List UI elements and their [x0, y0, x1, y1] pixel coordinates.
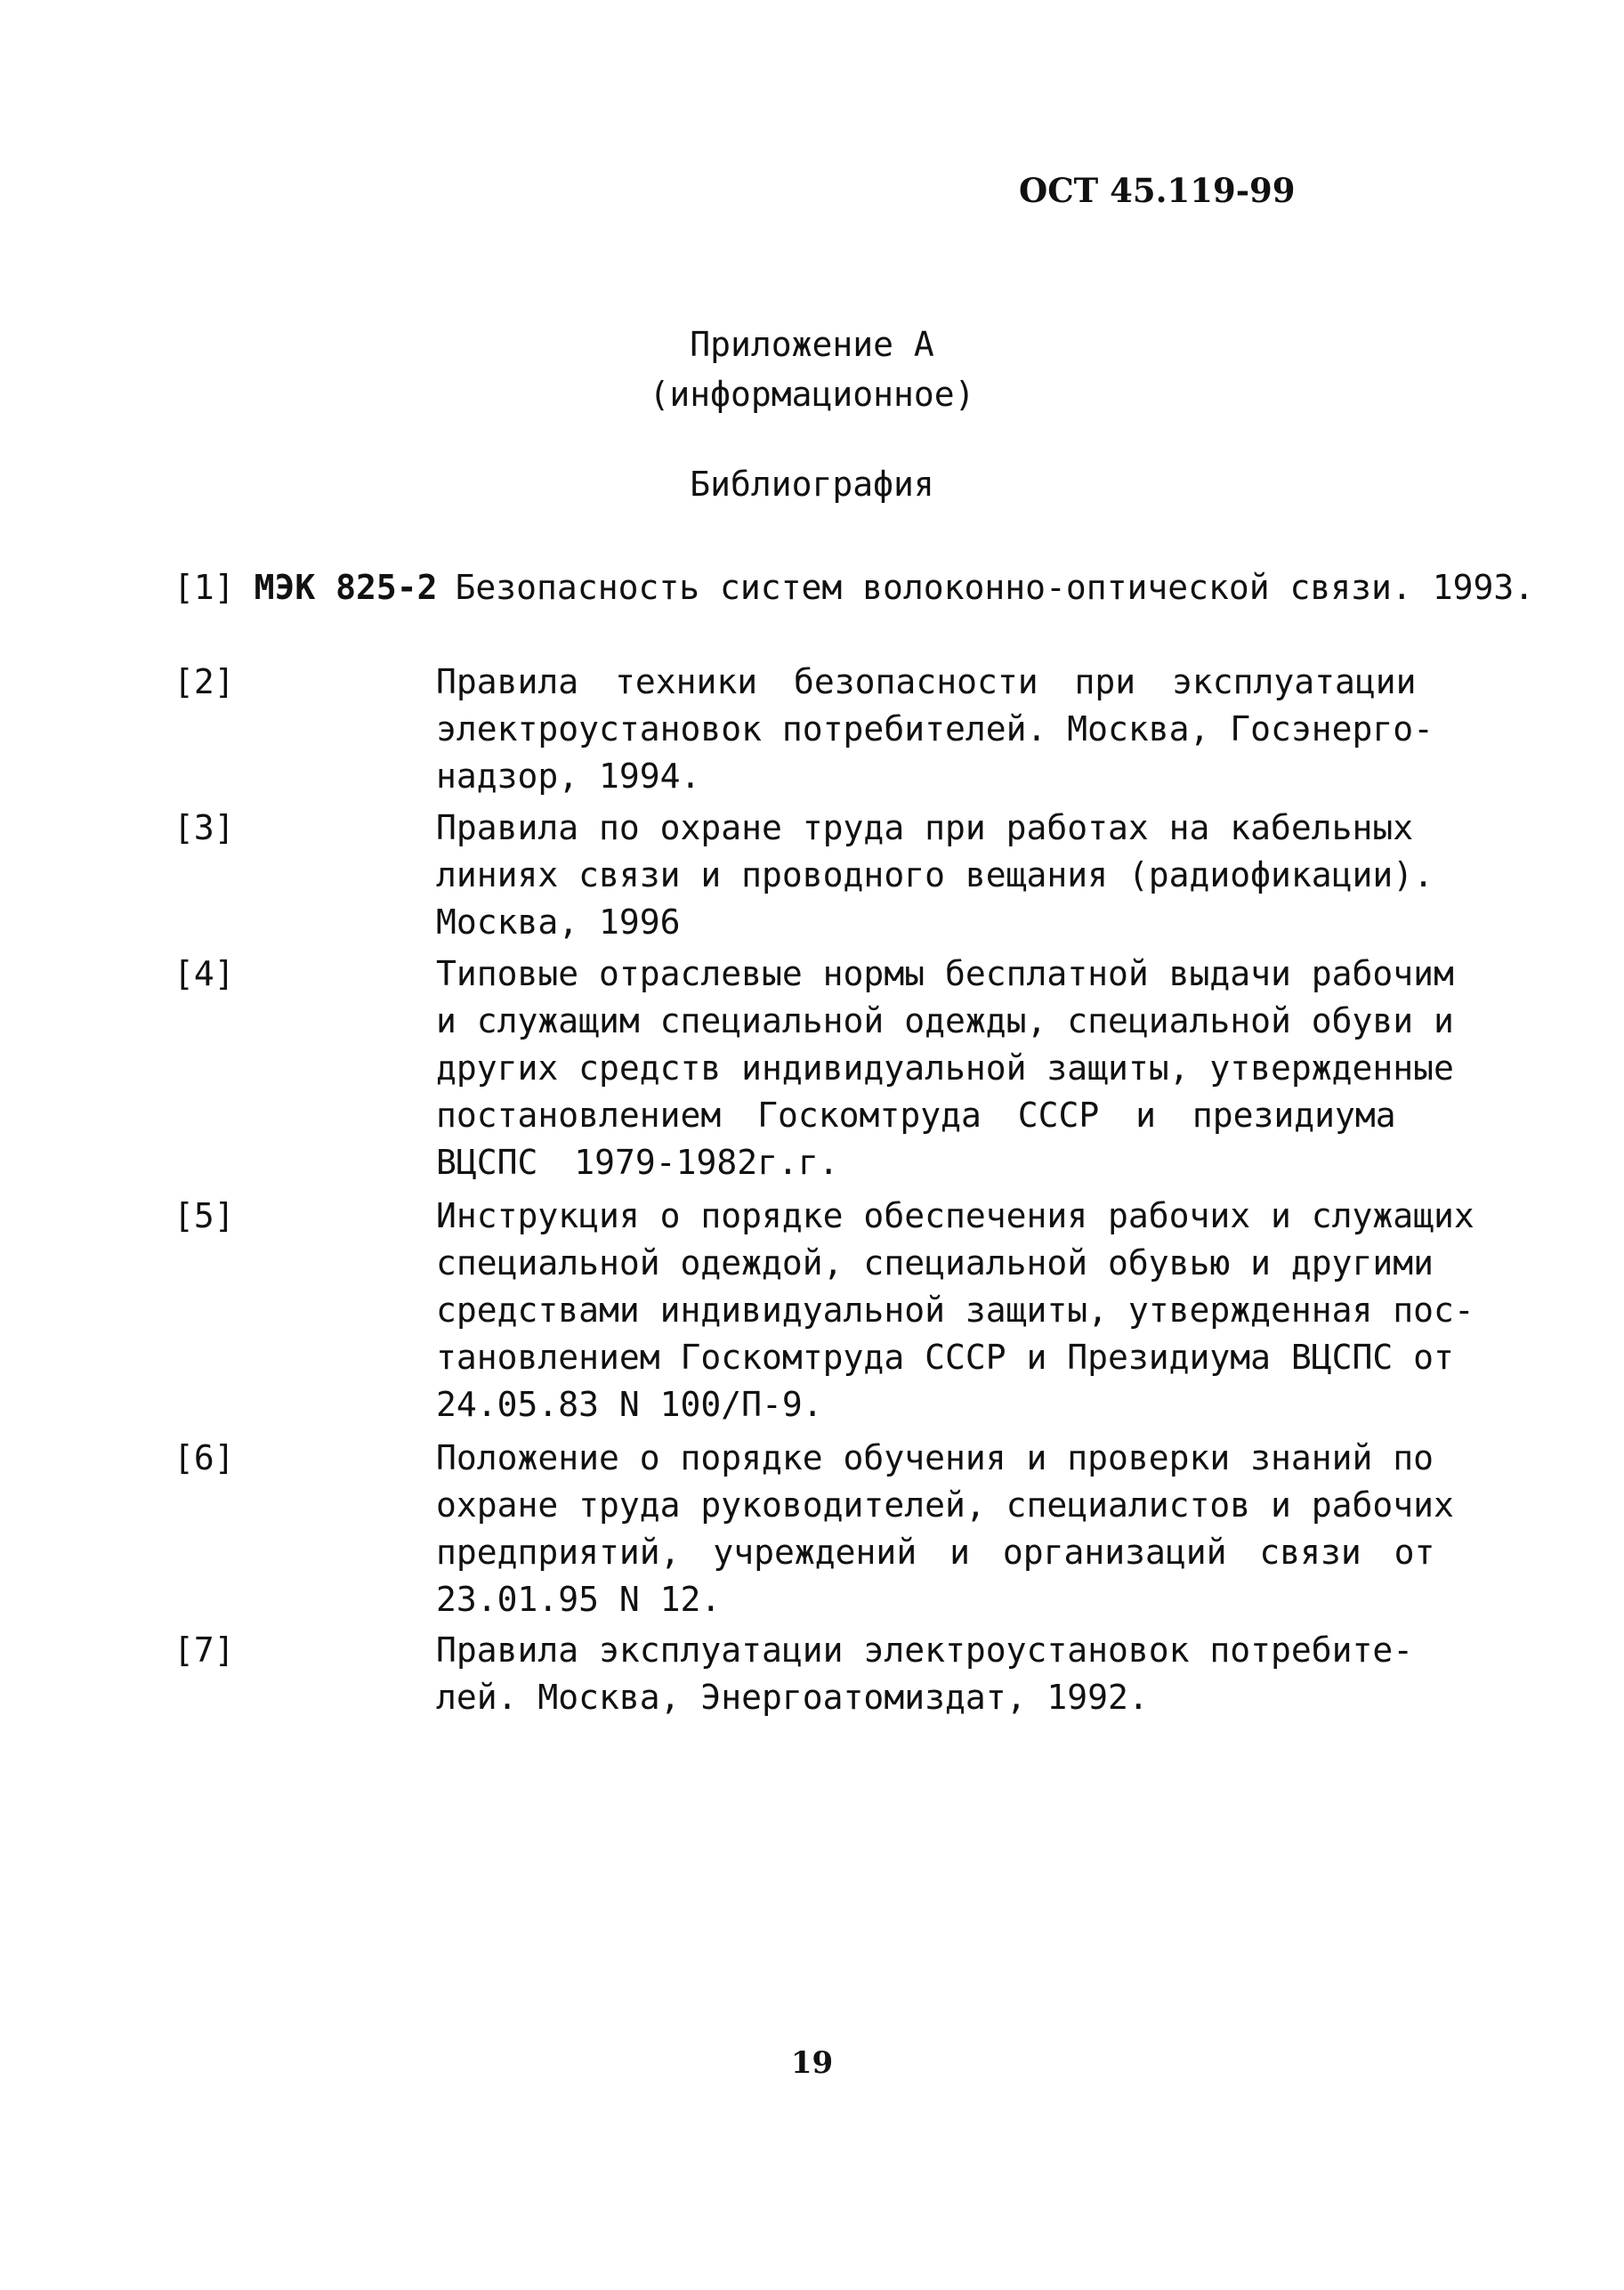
- entry-line: средствами индивидуальной защиты, утвержденная пос-: [436, 1291, 1475, 1330]
- entry-text: [436, 659, 1434, 800]
- entry-line: надзор, 1994.: [436, 757, 701, 796]
- entry-text: [436, 1627, 1424, 1721]
- entry-line: тановлением Госкомтруда СССР и Президиума ВЦСПС от: [436, 1338, 1454, 1377]
- entry-number: [7]: [174, 1631, 235, 1670]
- entry-line: Положение о порядке обучения и проверки знаний по: [436, 1438, 1434, 1477]
- entry-line: ВЦСПС 1979-1982г.г.: [436, 1143, 839, 1182]
- entry-line: Правила по охране труда при работах на кабельных: [436, 808, 1414, 847]
- entry-line: постановлением Госкомтруда СССР и президиума: [436, 1096, 1396, 1135]
- entry-line: Москва, 1996: [436, 902, 681, 942]
- entry-text: [436, 805, 1434, 946]
- entry-line: специальной одеждой, специальной обувью и другими: [436, 1243, 1434, 1283]
- appendix-type: (информационное): [649, 375, 975, 414]
- entry-line: электроустановок потребителей. Москва, Госэнерго-: [436, 709, 1434, 748]
- entry-line: других средств индивидуальной защиты, утвержденные: [436, 1048, 1454, 1088]
- entry-number: [1]: [174, 568, 235, 607]
- entry-number: [5]: [174, 1196, 235, 1235]
- entry-number: [3]: [174, 808, 235, 847]
- entry-line: Правила техники безопасности при эксплуатации: [436, 662, 1417, 701]
- entry-line: Типовые отраслевые нормы бесплатной выдачи рабочим: [436, 954, 1454, 993]
- entry-text: [436, 951, 1454, 1186]
- entry-number: [2]: [174, 662, 235, 701]
- document-code: ОСТ 45.119-99: [1019, 171, 1296, 210]
- entry-code: МЭК 825-2: [254, 568, 438, 607]
- entry-number: [6]: [174, 1438, 235, 1477]
- entry-line: 23.01.95 N 12.: [436, 1580, 722, 1619]
- bibliography-entry-1: [174, 568, 1534, 607]
- entry-text: Безопасность систем волоконно-оптической связи. 1993.: [455, 568, 1535, 607]
- entry-line: лей. Москва, Энергоатомиздат, 1992.: [436, 1678, 1149, 1717]
- entry-line: Правила эксплуатации электроустановок потребите-: [436, 1631, 1414, 1670]
- entry-line: предприятий, учреждений и организаций связи от: [436, 1533, 1435, 1572]
- appendix-title: Приложение А: [690, 325, 934, 364]
- entry-line: охране труда руководителей, специалистов и рабочих: [436, 1485, 1454, 1525]
- entry-number: [4]: [174, 954, 235, 993]
- bibliography-title: Библиография: [690, 465, 934, 504]
- entry-text: [436, 1435, 1454, 1623]
- entry-line: Инструкция о порядке обеспечения рабочих и служащих: [436, 1196, 1475, 1235]
- entry-line: 24.05.83 N 100/П-9.: [436, 1385, 823, 1424]
- page-number: 19: [790, 2045, 834, 2081]
- entry-text: [436, 1193, 1475, 1428]
- entry-line: линиях связи и проводного вещания (радиофикации).: [436, 855, 1434, 894]
- entry-line: и служащим специальной одежды, специальной обуви и: [436, 1001, 1454, 1040]
